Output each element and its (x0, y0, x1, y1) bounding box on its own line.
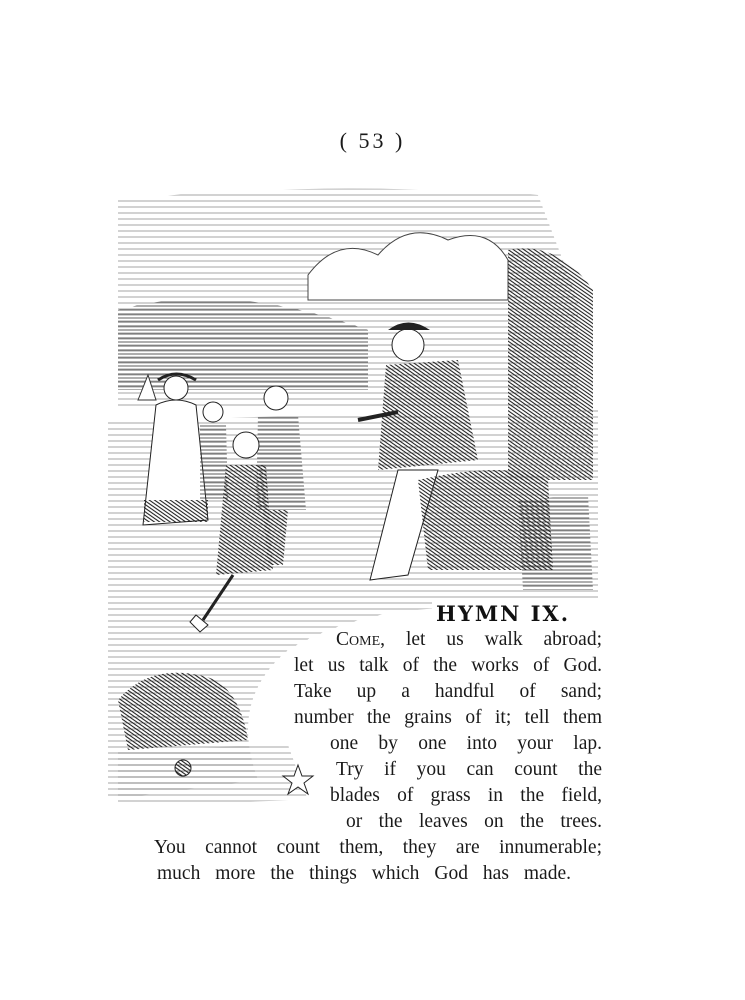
verse-line-6: Try if you can count the (336, 759, 602, 780)
hymn-title: HYMN IX. (432, 601, 600, 626)
crab-icon (175, 760, 191, 776)
verse-line-4: number the grains of it; tell them (294, 707, 602, 728)
verse-line-5: one by one into your lap. (330, 733, 602, 754)
verse-line-10: much more the things which God has made. (157, 863, 571, 884)
child-small (200, 402, 228, 500)
verse-line-1-text: let us walk abroad; (405, 629, 602, 650)
verse-line-1 (336, 628, 602, 652)
verse-line-9: You cannot count them, they are innumerable; (154, 837, 602, 858)
verse-line-3: Take up a handful of sand; (294, 681, 602, 702)
verse-line-7: blades of grass in the field, (330, 785, 602, 806)
page-number: ( 53 ) (339, 128, 406, 153)
tide-pool (118, 745, 308, 805)
verse-line-8: or the leaves on the trees. (346, 811, 602, 832)
verse-first-word: Come, (336, 629, 385, 650)
verse-line-2: let us talk of the works of God. (294, 655, 602, 676)
rock (418, 470, 553, 570)
